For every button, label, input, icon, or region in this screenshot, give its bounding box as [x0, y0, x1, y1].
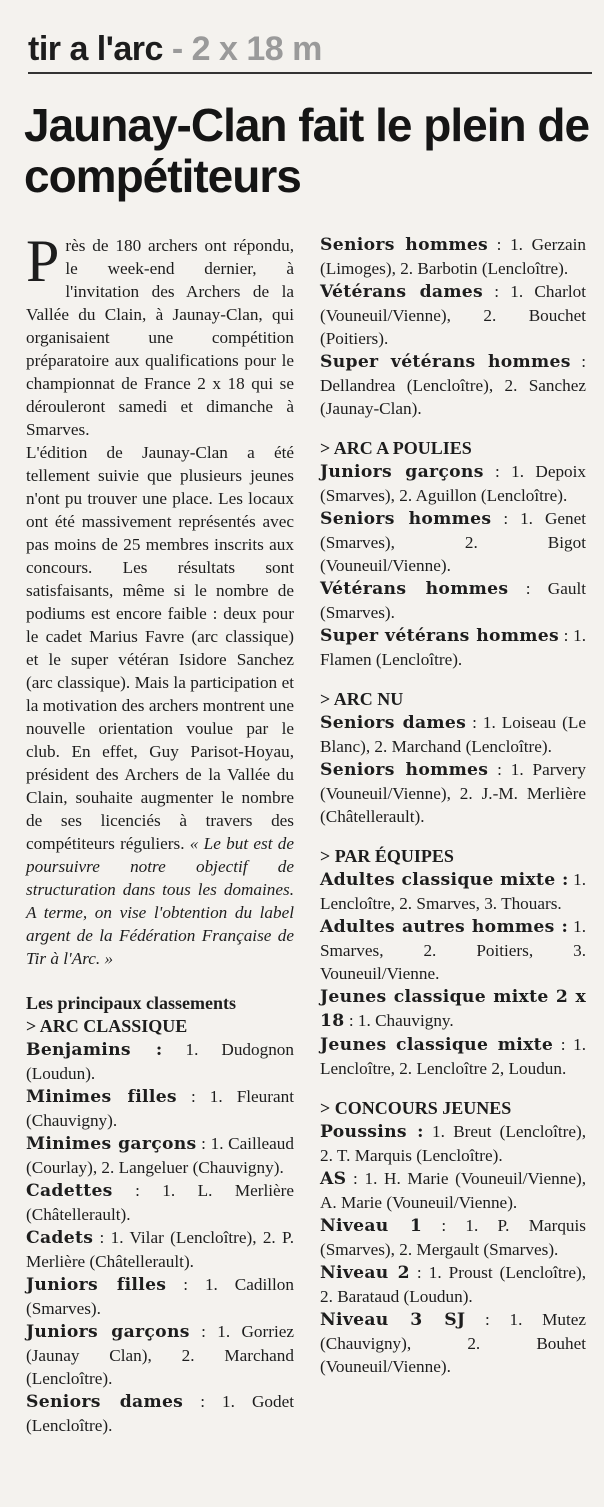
result-entry	[320, 1214, 586, 1261]
result-placings: : 1. Godet (Lencloître).	[26, 1392, 295, 1435]
result-placings: 1. Lencloître, 2. Smarves, 3. Thouars.	[320, 870, 587, 913]
result-placings: : 1. Flamen (Lencloître).	[320, 626, 586, 669]
result-category: Minimes garçons	[26, 1134, 197, 1154]
drop-cap: P	[26, 228, 60, 294]
result-entry	[320, 758, 586, 828]
kicker-subtitle: 2 x 18 m	[191, 30, 322, 68]
right-column	[320, 233, 586, 1378]
result-entry	[26, 1179, 294, 1226]
result-placings: 1. Dudognon (Loudun).	[26, 1040, 294, 1083]
result-placings: : 1. Gorriez (Jaunay Clan), 2. Marchand (Lencloître).	[26, 1322, 294, 1388]
result-category: Seniors hommes	[320, 760, 489, 780]
result-placings: : 1. Cadillon (Smarves).	[26, 1275, 294, 1318]
result-category: Jeunes classique mixte	[320, 1035, 554, 1055]
result-category: Juniors filles	[26, 1275, 167, 1295]
result-placings: : Dellandrea (Lencloître), 2. Sanchez (Jaunay-Clan).	[320, 352, 586, 418]
result-placings: : 1. Mutez (Chauvigny), 2. Bouhet (Vouneuil/Vienne).	[320, 1310, 586, 1376]
section-arc-nu: > ARC NU	[320, 689, 404, 709]
result-placings: : 1. Gerzain (Limoges), 2. Barbotin (Lencloître).	[320, 235, 587, 278]
section-arc-poulies: > ARC A POULIES	[320, 438, 472, 458]
result-entry	[320, 1033, 586, 1080]
result-category: Jeunes classique mixte 2 x 18	[320, 987, 586, 1031]
result-category: Juniors garçons	[26, 1322, 190, 1342]
result-entry	[26, 1273, 294, 1320]
result-category: Super vétérans hommes	[320, 352, 571, 372]
results-heading: Les principaux classements	[26, 993, 237, 1013]
result-category: Seniors hommes	[320, 235, 489, 255]
result-placings: : 1. Vilar (Lencloître), 2. P. Merlière (Châtellerault).	[26, 1228, 294, 1271]
result-entry	[320, 577, 586, 624]
result-placings: : 1. Parvery (Vouneuil/Vienne), 2. J.-M. Merlière (Châtellerault).	[320, 760, 586, 826]
result-category: Cadets	[26, 1228, 94, 1248]
result-placings: : 1. L. Merlière (Châtellerault).	[26, 1181, 294, 1224]
result-entry	[320, 350, 586, 420]
result-entry	[320, 280, 586, 350]
result-entry	[26, 1226, 294, 1273]
result-placings: : 1. Proust (Lencloître), 2. Barataud (Loudun).	[320, 1263, 587, 1306]
result-placings: : 1. Depoix (Smarves), 2. Aguillon (Lencloître).	[320, 462, 586, 505]
result-entry	[320, 1308, 586, 1378]
result-entry	[320, 460, 586, 507]
result-category: Super vétérans hommes	[320, 626, 560, 646]
result-placings: : 1. P. Marquis (Smarves), 2. Mergault (Smarves).	[320, 1216, 586, 1259]
result-placings: : Gault (Smarves).	[320, 579, 586, 622]
result-category: Minimes filles	[26, 1087, 177, 1107]
result-category: Seniors dames	[26, 1392, 184, 1412]
results-list-concours-jeunes	[320, 1120, 586, 1378]
result-placings: 1. Breut (Lencloître), 2. T. Marquis (Lencloître).	[320, 1122, 586, 1165]
article-paragraph-1: Près de 180 archers ont répondu, le week-end dernier, à l'invitation des Archers de la Vallée du Clain, à Jaunay-Clan, qui organisaient une compétition préparatoire aux qualifications pour le championnat de France 2 x 18 qui se dérouleront samedi et dimanche à Smarves.	[26, 228, 294, 439]
result-category: Seniors dames	[320, 713, 467, 733]
result-entry	[320, 624, 586, 671]
kicker-label: tir a l'arc	[28, 30, 163, 68]
result-category: Benjamins :	[26, 1040, 163, 1060]
results-list-poulies	[320, 460, 586, 671]
section-kicker	[28, 30, 322, 69]
left-column	[26, 228, 295, 1437]
article-paragraph-2: L'édition de Jaunay-Clan a été tellement suivie que plusieurs jeunes n'ont pu trouver une place. Les locaux ont été massivement représentés avec pas moins de 25 membres inscrits aux concours. Les résultats sont satisfaisants, même si le nombre de podiums est encore faible : deux pour le cadet Marius Favre (arc classique) et le super vétéran Isidore Sanchez (arc classique). Mais la participation et la motivation des archers montrent une nouvelle orientation voulue par le club. En effet, Guy Parisot-Hoyau, président des Archers de la Vallée du Clain, souhaite augmenter le nombre de ses licenciés à travers des compétiteurs réguliers. « Le but est de poursuivre notre objectif de structuration dans tous les domaines. A terme, on vise l'obtention du label argent de la Fédération Française de Tir à l'Arc. »	[26, 443, 295, 968]
section-par-equipes: > PAR ÉQUIPES	[320, 846, 454, 866]
result-placings: : 1. Charlot (Vouneuil/Vienne), 2. Bouchet (Poitiers).	[320, 282, 586, 348]
president-quote: « Le but est de poursuivre notre objectif de structuration dans tous les domaines. A terme, on vise l'obtention du label argent de la Fédération Française de Tir à l'Arc. »	[26, 834, 295, 968]
result-entry	[320, 1261, 586, 1308]
result-category: Vétérans hommes	[320, 579, 509, 599]
section-arc-classique: > ARC CLASSIQUE	[26, 1016, 188, 1036]
result-placings: : 1. Loiseau (Le Blanc), 2. Marchand (Lencloître).	[320, 713, 586, 756]
result-placings: 1. Smarves, 2. Poitiers, 3. Vouneuil/Vienne.	[320, 917, 586, 983]
results-list-classique	[26, 1038, 294, 1437]
result-entry	[26, 1320, 294, 1390]
result-category: Cadettes	[26, 1181, 113, 1201]
result-entry	[26, 1132, 294, 1179]
result-placings: : 1. Fleurant (Chauvigny).	[26, 1087, 294, 1130]
result-entry	[320, 1120, 586, 1167]
result-category: Vétérans dames	[320, 282, 484, 302]
result-placings: : 1. Chauvigny.	[344, 1011, 454, 1030]
result-category: Niveau 3 SJ	[320, 1310, 466, 1330]
result-category: Niveau 1	[320, 1216, 423, 1236]
result-category: Niveau 2	[320, 1263, 410, 1283]
result-category: Juniors garçons	[320, 462, 484, 482]
result-category: Adultes autres hommes :	[320, 917, 569, 937]
result-category: AS	[320, 1169, 347, 1189]
section-concours-jeunes: > CONCOURS JEUNES	[320, 1098, 512, 1118]
results-list-arc-nu	[320, 711, 586, 828]
result-entry	[320, 915, 586, 985]
result-entry	[320, 1167, 586, 1214]
result-placings: : 1. Lencloître, 2. Lencloître 2, Loudun.	[320, 1035, 586, 1078]
result-placings: : 1. H. Marie (Vouneuil/Vienne), A. Marie (Vouneuil/Vienne).	[320, 1169, 586, 1212]
result-entry	[26, 1038, 294, 1085]
result-category: Seniors hommes	[320, 509, 492, 529]
header-rule	[28, 72, 592, 74]
result-entry	[26, 1390, 294, 1437]
result-entry	[320, 233, 586, 280]
kicker-separator: -	[171, 30, 183, 68]
article-title: Jaunay-Clan fait le plein de compétiteurs	[24, 99, 590, 202]
result-entry	[320, 868, 586, 915]
result-entry	[26, 1085, 294, 1132]
result-placings: : 1. Cailleaud (Courlay), 2. Langeluer (Chauvigny).	[26, 1134, 294, 1177]
result-entry	[320, 985, 586, 1033]
result-entry	[320, 711, 586, 758]
result-placings: : 1. Genet (Smarves), 2. Bigot (Vouneuil/Vienne).	[320, 509, 586, 575]
results-list-par-equipes	[320, 868, 586, 1080]
result-category: Adultes classique mixte :	[320, 870, 569, 890]
result-entry	[320, 507, 586, 577]
results-list-classique-cont	[320, 233, 586, 420]
result-category: Poussins :	[320, 1122, 424, 1142]
